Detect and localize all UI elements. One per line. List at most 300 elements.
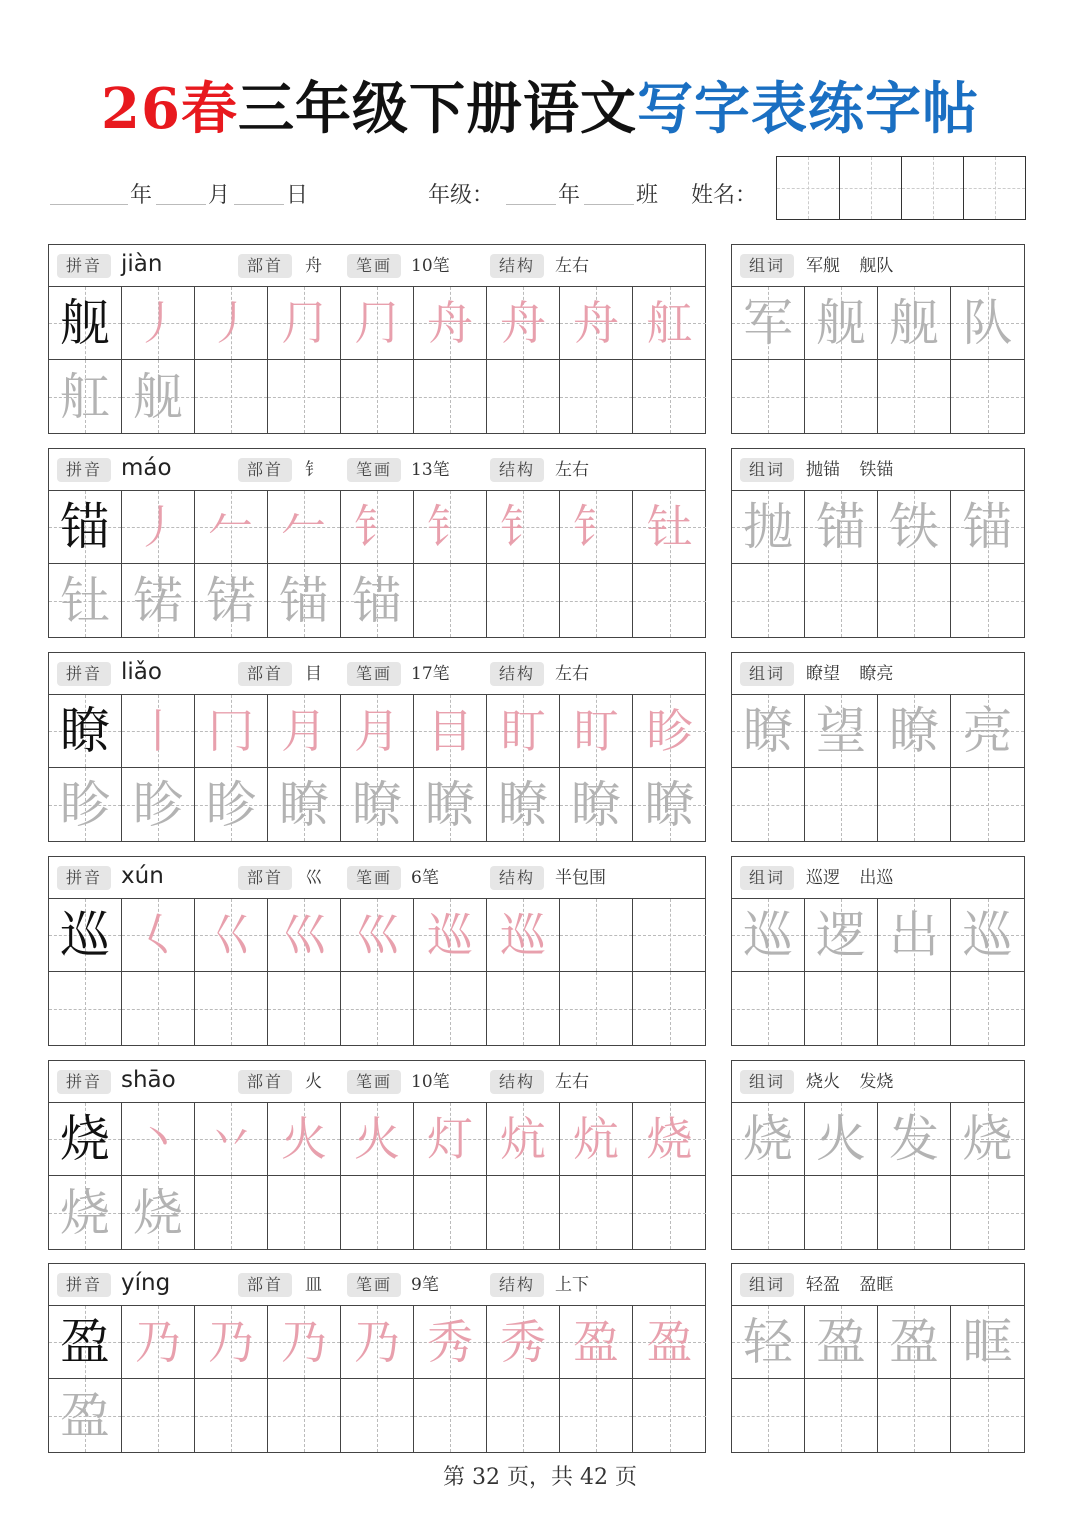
stroke-step: 巛 — [354, 908, 400, 962]
word-trace-cell[interactable] — [732, 287, 805, 360]
word-blank-cell[interactable] — [878, 972, 951, 1045]
stroke-step: 丨 — [135, 704, 181, 758]
stroke-step-cell[interactable] — [487, 1306, 560, 1379]
word-panel — [731, 448, 1025, 638]
char-section — [48, 244, 1025, 434]
word-blank-cell[interactable] — [878, 768, 951, 841]
word-trace-cell[interactable] — [951, 287, 1024, 360]
trace-cell[interactable] — [268, 1176, 341, 1249]
char-section — [48, 448, 1025, 638]
trace-cell[interactable] — [122, 1379, 195, 1452]
strokes-value: 9笔 — [411, 1275, 439, 1295]
stroke-step: 乃 — [354, 1315, 400, 1369]
stroke-step-cell[interactable] — [341, 287, 414, 360]
word-grid — [732, 695, 1024, 841]
strokes-value: 13笔 — [411, 460, 450, 480]
structure-tag: 结构 — [490, 866, 544, 890]
word-header — [732, 857, 1024, 899]
grade-label: 年级： — [428, 183, 495, 208]
structure-tag: 结构 — [490, 1273, 544, 1297]
stroke-step: 炕 — [500, 1112, 546, 1166]
word-blank-cell[interactable] — [805, 768, 878, 841]
practice-grid — [49, 695, 705, 841]
stroke-step-cell[interactable] — [414, 899, 487, 972]
word-panel — [731, 856, 1025, 1046]
word-blank-cell[interactable] — [951, 768, 1024, 841]
words-value: 巡逻 出巡 — [806, 868, 894, 888]
word-blank-cell[interactable] — [732, 1379, 805, 1452]
pinyin-tag: 拼音 — [57, 1070, 111, 1094]
trace-cell[interactable] — [268, 1379, 341, 1452]
trace-cell[interactable] — [487, 1176, 560, 1249]
stroke-step-cell[interactable] — [195, 899, 268, 972]
word-blank-cell[interactable] — [878, 1176, 951, 1249]
stroke-step: 巜 — [208, 908, 254, 962]
stroke-step: 钅 — [427, 500, 473, 554]
stroke-step: 钅 — [573, 500, 619, 554]
stroke-step-cell[interactable] — [122, 695, 195, 768]
word-panel — [731, 244, 1025, 434]
strokes-tag: 笔画 — [347, 1273, 401, 1297]
stroke-step-cell[interactable] — [487, 899, 560, 972]
words-tag: 组词 — [740, 662, 794, 686]
stroke-step-cell[interactable] — [341, 695, 414, 768]
stroke-step-cell[interactable] — [414, 1306, 487, 1379]
trace-cell[interactable] — [414, 360, 487, 433]
pinyin-value: xún — [121, 863, 164, 889]
title-blue-part: 写字表练字帖 — [636, 76, 979, 142]
class-label: 班 — [636, 183, 659, 208]
trace-cell[interactable] — [195, 1379, 268, 1452]
word-trace-char: 铁 — [889, 498, 939, 556]
stroke-step: 火 — [281, 1112, 327, 1166]
structure-tag: 结构 — [490, 254, 544, 278]
trace-cell[interactable] — [633, 972, 706, 1045]
word-trace-cell[interactable] — [732, 491, 805, 564]
trace-cell[interactable] — [122, 564, 195, 637]
word-blank-cell[interactable] — [805, 1176, 878, 1249]
word-trace-cell[interactable] — [732, 899, 805, 972]
trace-cell[interactable] — [633, 768, 706, 841]
stroke-step-cell[interactable] — [341, 899, 414, 972]
word-blank-cell[interactable] — [732, 564, 805, 637]
stroke-step-cell[interactable] — [122, 1103, 195, 1176]
stroke-step-cell[interactable] — [122, 491, 195, 564]
trace-cell[interactable] — [195, 360, 268, 433]
trace-cell[interactable] — [122, 972, 195, 1045]
word-blank-cell[interactable] — [951, 360, 1024, 433]
trace-cell[interactable] — [414, 972, 487, 1045]
stroke-step-cell[interactable] — [268, 491, 341, 564]
date-year-blank[interactable] — [50, 204, 128, 205]
stroke-step: 灯 — [427, 1112, 473, 1166]
words-tag: 组词 — [740, 1070, 794, 1094]
trace-cell[interactable] — [268, 360, 341, 433]
trace-cell[interactable] — [414, 564, 487, 637]
char-info-header — [49, 857, 705, 899]
model-char: 烧 — [60, 1110, 110, 1168]
model-char-cell — [49, 1306, 122, 1379]
trace-cell[interactable] — [414, 1379, 487, 1452]
trace-cell[interactable] — [122, 360, 195, 433]
word-trace-char: 轻 — [743, 1313, 793, 1371]
stroke-step-cell[interactable] — [414, 1103, 487, 1176]
word-trace-cell[interactable] — [805, 1103, 878, 1176]
trace-cell[interactable] — [341, 564, 414, 637]
word-blank-cell[interactable] — [805, 1379, 878, 1452]
stroke-step: 烧 — [646, 1112, 693, 1166]
page-title — [0, 74, 1080, 144]
trace-cell[interactable] — [487, 1379, 560, 1452]
stroke-step-cell[interactable] — [341, 1103, 414, 1176]
strokes-tag: 笔画 — [347, 254, 401, 278]
word-trace-cell[interactable] — [951, 695, 1024, 768]
word-blank-cell[interactable] — [805, 564, 878, 637]
trace-char: 烧 — [60, 1183, 110, 1242]
stroke-step-cell[interactable] — [195, 1306, 268, 1379]
trace-cell[interactable] — [268, 972, 341, 1045]
strokes-tag: 笔画 — [347, 1070, 401, 1094]
trace-cell[interactable] — [414, 1176, 487, 1249]
model-char-cell — [49, 1103, 122, 1176]
structure-value: 半包围 — [555, 868, 606, 888]
trace-cell[interactable] — [49, 1176, 122, 1249]
stroke-step-cell[interactable] — [487, 491, 560, 564]
word-blank-cell[interactable] — [878, 1379, 951, 1452]
trace-char: 钍 — [60, 571, 110, 630]
char-section — [48, 652, 1025, 842]
strokes-value: 10笔 — [411, 1072, 450, 1092]
name-box[interactable] — [777, 157, 839, 219]
word-trace-char: 瞭 — [743, 702, 793, 760]
structure-value: 左右 — [555, 1072, 589, 1092]
stroke-step-cell[interactable] — [560, 1306, 633, 1379]
stroke-step-cell[interactable] — [268, 1103, 341, 1176]
pinyin-value: liǎo — [121, 659, 162, 685]
stroke-step-cell[interactable] — [195, 491, 268, 564]
word-trace-cell[interactable] — [878, 287, 951, 360]
trace-char: 舡 — [60, 367, 110, 426]
trace-cell[interactable] — [633, 1176, 706, 1249]
trace-cell[interactable] — [49, 360, 122, 433]
word-trace-cell[interactable] — [805, 287, 878, 360]
stroke-step-cell[interactable] — [341, 1306, 414, 1379]
stroke-step-cell[interactable] — [195, 695, 268, 768]
word-trace-cell[interactable] — [878, 1306, 951, 1379]
char-info-header — [49, 1264, 705, 1306]
trace-cell[interactable] — [487, 360, 560, 433]
trace-cell[interactable] — [633, 360, 706, 433]
stroke-step: 乃 — [281, 1315, 327, 1369]
stroke-step: 冂 — [208, 704, 254, 758]
title-red-part: 26春 — [101, 76, 238, 142]
trace-cell[interactable] — [487, 564, 560, 637]
stroke-step: ⺆ — [354, 296, 400, 350]
word-header — [732, 653, 1024, 695]
trace-char: 锘 — [206, 571, 256, 630]
stroke-step-cell[interactable] — [487, 1103, 560, 1176]
trace-cell[interactable] — [633, 1379, 706, 1452]
stroke-step-cell[interactable] — [268, 899, 341, 972]
word-blank-cell[interactable] — [951, 1379, 1024, 1452]
practice-grid — [49, 1306, 705, 1452]
word-panel — [731, 1060, 1025, 1250]
trace-cell[interactable] — [560, 1176, 633, 1249]
date-day-label: 日 — [286, 183, 309, 208]
stroke-step-cell[interactable] — [414, 695, 487, 768]
stroke-step-cell[interactable] — [122, 1306, 195, 1379]
pinyin-tag: 拼音 — [57, 866, 111, 890]
name-box[interactable] — [901, 157, 963, 219]
stroke-step: 盯 — [500, 704, 546, 758]
grade-year-blank[interactable] — [506, 204, 556, 205]
char-info-header — [49, 245, 705, 287]
stroke-step: 钅 — [500, 500, 546, 554]
word-trace-char: 锚 — [816, 498, 866, 556]
trace-cell[interactable] — [195, 564, 268, 637]
word-trace-char: 抛 — [743, 498, 793, 556]
stroke-step-cell[interactable] — [268, 695, 341, 768]
date-month-blank[interactable] — [156, 204, 206, 205]
stroke-step: 盈 — [573, 1315, 619, 1369]
structure-value: 左右 — [555, 664, 589, 684]
model-char-cell — [49, 899, 122, 972]
trace-char: 瞭 — [571, 775, 621, 834]
stroke-step-cell[interactable] — [633, 287, 706, 360]
word-blank-cell[interactable] — [878, 564, 951, 637]
stroke-step: 月 — [354, 704, 400, 758]
trace-char: 锚 — [352, 571, 402, 630]
stroke-step-cell[interactable] — [633, 1306, 706, 1379]
trace-cell[interactable] — [487, 768, 560, 841]
radical-value: 皿 — [305, 1275, 322, 1295]
trace-cell[interactable] — [414, 768, 487, 841]
stroke-step-cell[interactable] — [633, 491, 706, 564]
date-year-label: 年 — [130, 183, 153, 208]
word-grid — [732, 899, 1024, 1045]
strokes-value: 10笔 — [411, 256, 450, 276]
word-trace-char: 巡 — [743, 906, 793, 964]
structure-value: 左右 — [555, 460, 589, 480]
word-panel — [731, 652, 1025, 842]
stroke-step-cell[interactable] — [341, 491, 414, 564]
word-trace-cell[interactable] — [805, 1306, 878, 1379]
trace-cell[interactable] — [122, 768, 195, 841]
stroke-step-cell[interactable] — [414, 287, 487, 360]
stroke-step-cell[interactable] — [414, 491, 487, 564]
trace-cell[interactable] — [633, 564, 706, 637]
trace-char: 瞭 — [279, 775, 329, 834]
practice-grid — [49, 1103, 705, 1249]
stroke-step-cell[interactable] — [195, 1103, 268, 1176]
stroke-step-cell[interactable] — [560, 899, 633, 972]
stroke-step: 炕 — [573, 1112, 619, 1166]
trace-cell[interactable] — [268, 768, 341, 841]
stroke-step: 舟 — [500, 296, 546, 350]
trace-cell[interactable] — [49, 564, 122, 637]
word-trace-cell[interactable] — [951, 1103, 1024, 1176]
word-trace-cell[interactable] — [805, 695, 878, 768]
pinyin-value: máo — [121, 455, 172, 481]
strokes-value: 17笔 — [411, 664, 450, 684]
word-trace-char: 舰 — [816, 294, 866, 352]
word-blank-cell[interactable] — [732, 972, 805, 1045]
stroke-step: 巡 — [427, 908, 473, 962]
stroke-step: 丿 — [135, 296, 181, 350]
stroke-step-cell[interactable] — [122, 287, 195, 360]
stroke-step-cell[interactable] — [268, 287, 341, 360]
word-blank-cell[interactable] — [951, 972, 1024, 1045]
word-header — [732, 1264, 1024, 1306]
trace-cell[interactable] — [268, 564, 341, 637]
stroke-step-cell[interactable] — [268, 1306, 341, 1379]
word-trace-cell[interactable] — [732, 1103, 805, 1176]
stroke-step-cell[interactable] — [633, 1103, 706, 1176]
word-trace-cell[interactable] — [878, 899, 951, 972]
trace-cell[interactable] — [560, 360, 633, 433]
name-box[interactable] — [963, 157, 1025, 219]
stroke-step: 秀 — [427, 1315, 473, 1369]
stroke-step-cell[interactable] — [560, 1103, 633, 1176]
trace-cell[interactable] — [341, 360, 414, 433]
trace-cell[interactable] — [195, 972, 268, 1045]
words-tag: 组词 — [740, 458, 794, 482]
char-info-header — [49, 1061, 705, 1103]
stroke-step: 巡 — [500, 908, 546, 962]
stroke-step: 丿 — [208, 296, 254, 350]
word-blank-cell[interactable] — [732, 768, 805, 841]
stroke-step-cell[interactable] — [560, 491, 633, 564]
stroke-step: 丶 — [135, 1112, 181, 1166]
trace-cell[interactable] — [560, 1379, 633, 1452]
trace-cell[interactable] — [49, 1379, 122, 1452]
stroke-step-cell[interactable] — [122, 899, 195, 972]
word-trace-cell[interactable] — [878, 695, 951, 768]
trace-cell[interactable] — [341, 768, 414, 841]
stroke-step-cell[interactable] — [633, 899, 706, 972]
trace-cell[interactable] — [195, 1176, 268, 1249]
pinyin-value: yíng — [121, 1270, 171, 1296]
stroke-step: 盯 — [573, 704, 619, 758]
pinyin-value: shāo — [121, 1067, 176, 1093]
word-trace-cell[interactable] — [878, 1103, 951, 1176]
trace-cell[interactable] — [122, 1176, 195, 1249]
structure-tag: 结构 — [490, 1070, 544, 1094]
word-trace-cell[interactable] — [732, 1306, 805, 1379]
practice-grid — [49, 491, 705, 637]
word-trace-cell[interactable] — [951, 1306, 1024, 1379]
word-trace-char: 亮 — [962, 702, 1013, 760]
grade-year-label: 年 — [558, 183, 581, 208]
word-blank-cell[interactable] — [732, 360, 805, 433]
class-blank[interactable] — [584, 204, 634, 205]
name-input-boxes[interactable] — [776, 156, 1026, 220]
word-trace-cell[interactable] — [951, 491, 1024, 564]
model-char: 瞭 — [60, 702, 110, 760]
word-trace-cell[interactable] — [878, 491, 951, 564]
char-practice-panel — [48, 856, 706, 1046]
date-day-blank[interactable] — [234, 204, 284, 205]
stroke-step-cell[interactable] — [195, 287, 268, 360]
stroke-step-cell[interactable] — [633, 695, 706, 768]
char-section — [48, 856, 1025, 1046]
trace-char: 瞭 — [425, 775, 475, 834]
structure-tag: 结构 — [490, 458, 544, 482]
word-blank-cell[interactable] — [951, 564, 1024, 637]
words-tag: 组词 — [740, 1273, 794, 1297]
word-trace-cell[interactable] — [805, 899, 878, 972]
stroke-step: 乃 — [135, 1315, 181, 1369]
word-blank-cell[interactable] — [732, 1176, 805, 1249]
trace-cell[interactable] — [560, 972, 633, 1045]
name-box[interactable] — [839, 157, 901, 219]
word-blank-cell[interactable] — [878, 360, 951, 433]
stroke-step: 𠂉 — [281, 500, 327, 554]
trace-char: 眕 — [60, 775, 110, 834]
word-trace-char: 舰 — [889, 294, 939, 352]
char-section — [48, 1060, 1025, 1250]
word-trace-char: 队 — [962, 294, 1013, 352]
word-trace-char: 锚 — [962, 498, 1013, 556]
trace-char: 眕 — [133, 775, 183, 834]
word-grid — [732, 1103, 1024, 1249]
trace-cell[interactable] — [341, 1379, 414, 1452]
date-month-label: 月 — [208, 183, 231, 208]
trace-cell[interactable] — [560, 564, 633, 637]
word-trace-char: 望 — [816, 702, 866, 760]
strokes-value: 6笔 — [411, 868, 439, 888]
stroke-step-cell[interactable] — [560, 287, 633, 360]
stroke-step-cell[interactable] — [487, 695, 560, 768]
trace-cell[interactable] — [195, 768, 268, 841]
strokes-tag: 笔画 — [347, 458, 401, 482]
trace-cell[interactable] — [341, 1176, 414, 1249]
pinyin-tag: 拼音 — [57, 1273, 111, 1297]
char-practice-panel — [48, 1263, 706, 1453]
words-tag: 组词 — [740, 254, 794, 278]
stroke-step-cell[interactable] — [487, 287, 560, 360]
word-trace-cell[interactable] — [732, 695, 805, 768]
model-char: 锚 — [60, 498, 110, 556]
word-header — [732, 449, 1024, 491]
radical-value: 目 — [305, 664, 322, 684]
word-trace-char: 发 — [889, 1110, 939, 1168]
word-trace-char: 军 — [743, 294, 793, 352]
word-panel — [731, 1263, 1025, 1453]
stroke-step-cell[interactable] — [560, 695, 633, 768]
word-grid — [732, 287, 1024, 433]
stroke-step: 月 — [281, 704, 327, 758]
pinyin-value: jiàn — [121, 251, 163, 277]
structure-tag: 结构 — [490, 662, 544, 686]
word-trace-char: 瞭 — [889, 702, 939, 760]
word-trace-cell[interactable] — [805, 491, 878, 564]
word-blank-cell[interactable] — [805, 360, 878, 433]
word-trace-cell[interactable] — [951, 899, 1024, 972]
word-header — [732, 1061, 1024, 1103]
word-blank-cell[interactable] — [951, 1176, 1024, 1249]
trace-char: 瞭 — [352, 775, 402, 834]
model-char: 舰 — [60, 294, 110, 352]
word-blank-cell[interactable] — [805, 972, 878, 1045]
trace-cell[interactable] — [560, 768, 633, 841]
trace-cell[interactable] — [49, 768, 122, 841]
trace-cell[interactable] — [487, 972, 560, 1045]
stroke-step: 盈 — [646, 1315, 693, 1369]
trace-cell[interactable] — [49, 972, 122, 1045]
char-section — [48, 1263, 1025, 1453]
trace-cell[interactable] — [341, 972, 414, 1045]
